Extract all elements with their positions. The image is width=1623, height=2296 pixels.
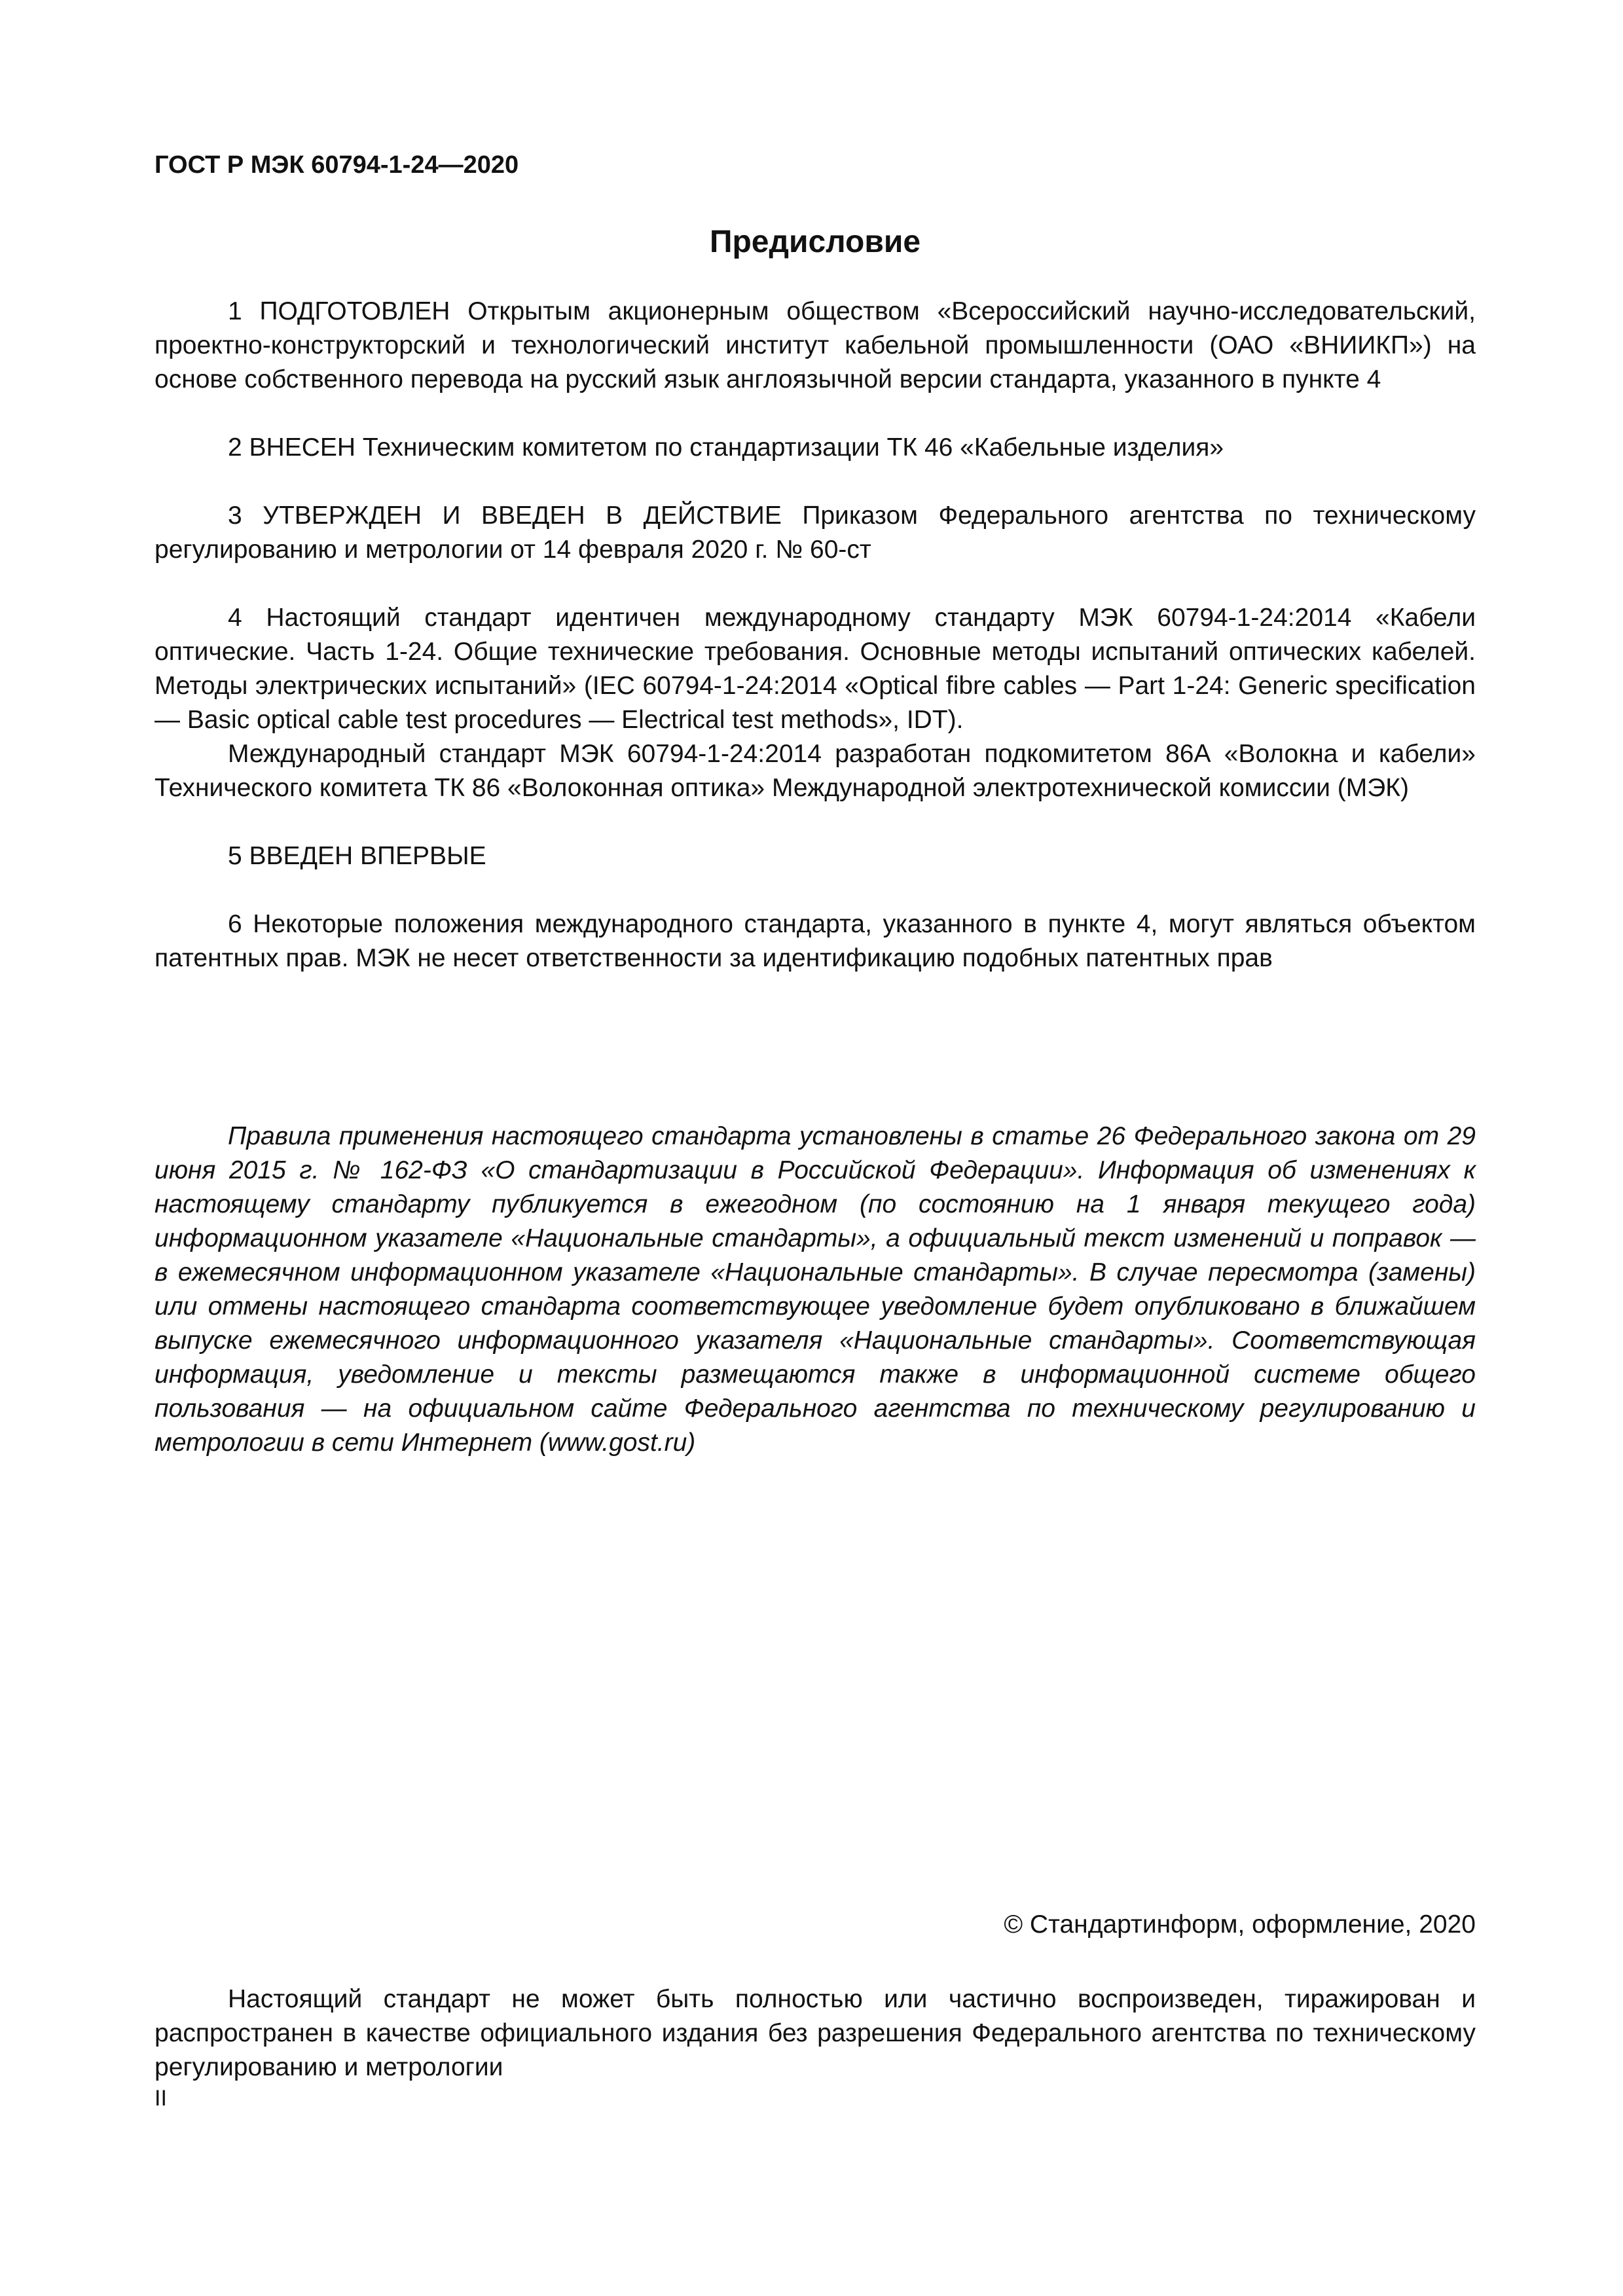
- foreword-item-5: 5 ВВЕДЕН ВПЕРВЫЕ: [228, 842, 486, 870]
- foreword-item-3: 3 УТВЕРЖДЕН И ВВЕДЕН В ДЕЙСТВИЕ Приказом Федерального агентства по техническому регулированию и метрологии от 14 февраля 2020 г. № 60-ст: [155, 501, 1476, 564]
- document-page: [155, 0, 1476, 2296]
- foreword-item-1: 1 ПОДГОТОВЛЕН Открытым акционерным обществом «Всероссийский научно-исследовательский, проектно-конструкторский и технологический институт кабельной промышленности (ОАО «ВНИИКП») на основе собственного перевода на русский язык англоязычной версии стандарта, указанного в пункте 4: [155, 297, 1476, 393]
- foreword-item-2: 2 ВНЕСЕН Техническим комитетом по стандартизации ТК 46 «Кабельные изделия»: [228, 433, 1224, 462]
- foreword-body: [155, 295, 1476, 975]
- page-title: Предисловие: [709, 225, 921, 259]
- notice-text: Правила применения настоящего стандарта установлены в статье 26 Федерального закона от 29 июня 2015 г. № 162-ФЗ «О стандартизации в Российской Федерации». Информация об изменениях к настоящему стандарту публикуется в ежегодном (по состоянию на 1 января текущего года) информационном указателе «Национальные стандарты», а официальный текст изменений и поправок — в ежемесячном информационном указателе «Национальные стандарты». В случае пересмотра (замены) или отмены настоящего стандарта соответствующее уведомление будет опубликовано в ближайшем выпуске ежемесячного информационного указателя «Национальные стандарты». Соответствующая информация, уведомление и тексты размещаются также в информационной системе общего пользования — на официальном сайте Федерального агентства по техническому регулированию и метрологии в сети Интернет (www.gost.ru): [155, 1122, 1476, 1457]
- foreword-item-4: 4 Настоящий стандарт идентичен международному стандарту МЭК 60794-1-24:2014 «Кабели оптические. Часть 1-24. Общие технические требования. Основные методы испытаний оптических кабелей. Методы электрических испытаний» (IEC 60794-1-24:2014 «Optical fibre cables — Part 1-24: Generic specification — Basic optical cable test procedures — Electrical test methods», IDT).: [155, 604, 1476, 734]
- reprint-text: Настоящий стандарт не может быть полностью или частично воспроизведен, тиражирован и распространен в качестве официального издания без разрешения Федерального агентства по техническому регулированию и метрологии: [155, 1985, 1476, 2081]
- copyright-line: © Стандартинформ, оформление, 2020: [1004, 1910, 1476, 1939]
- foreword-item-4-continued: Международный стандарт МЭК 60794-1-24:2014 разработан подкомитетом 86А «Волокна и кабели» Технического комитета ТК 86 «Волоконная оптика» Международной электротехнической комиссии (МЭК): [155, 740, 1476, 802]
- foreword-item-6: 6 Некоторые положения международного стандарта, указанного в пункте 4, могут являться объектом патентных прав. МЭК не несет ответственности за идентификацию подобных патентных прав: [155, 910, 1476, 972]
- application-rules-notice: [155, 1120, 1476, 1460]
- reprint-notice: [155, 1982, 1476, 2085]
- page-number: II: [155, 2086, 167, 2111]
- document-code: ГОСТ Р МЭК 60794-1-24—2020: [155, 151, 519, 179]
